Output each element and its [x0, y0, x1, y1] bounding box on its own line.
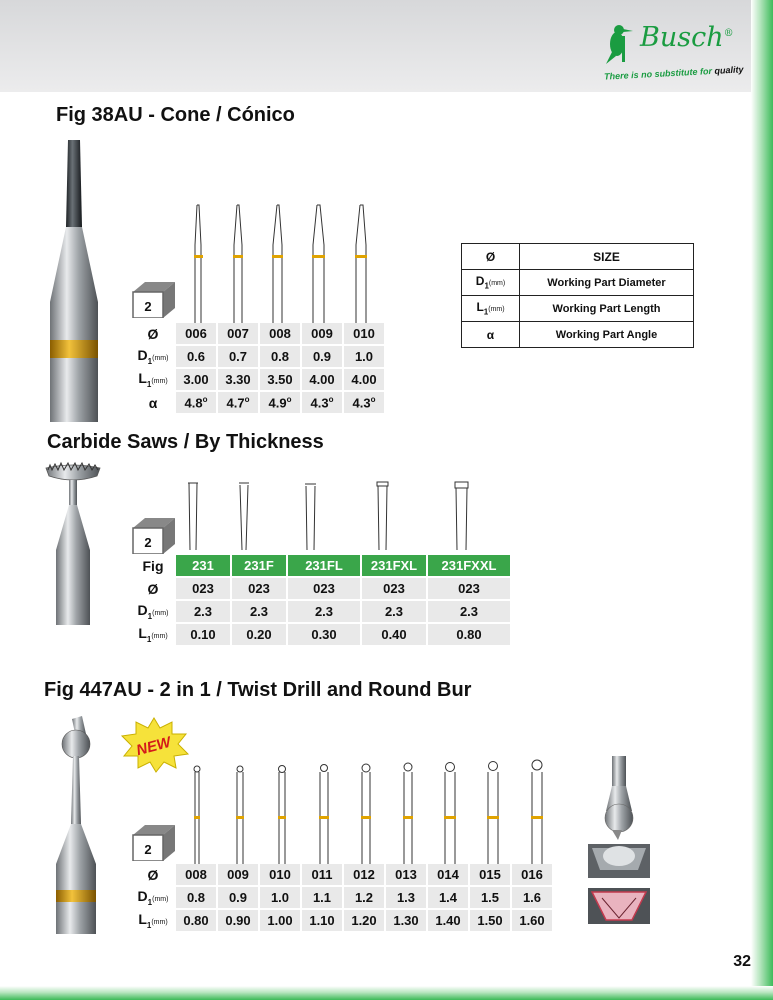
row-label-size: Ø — [132, 578, 174, 599]
row-label-l1: $L_1(mm)$ — [132, 624, 174, 645]
size-cell: 008 — [176, 864, 216, 885]
d1-cell: 1.3 — [386, 887, 426, 908]
cone-size-profiles — [180, 200, 390, 325]
d1-cell: 1.1 — [302, 887, 342, 908]
d1-cell: 1.5 — [470, 887, 510, 908]
legend-key: α — [462, 322, 520, 348]
legend-key: Ø — [462, 244, 520, 270]
l1-cell: 0.80 — [176, 910, 216, 931]
saw-bur-image — [42, 460, 104, 625]
d1-cell: 2.3 — [428, 601, 510, 622]
package-quantity-icon — [131, 823, 177, 861]
l1-cell: 0.30 — [288, 624, 360, 645]
d1-cell: 0.7 — [218, 346, 258, 367]
size-cell: 010 — [344, 323, 384, 344]
table-row — [132, 887, 552, 908]
size-cell: 023 — [428, 578, 510, 599]
legend-row — [462, 244, 694, 270]
table-row — [132, 346, 384, 367]
l1-cell: 4.00 — [344, 369, 384, 390]
l1-cell: 0.10 — [176, 624, 230, 645]
legend-row — [462, 270, 694, 296]
d1-cell: 1.0 — [344, 346, 384, 367]
l1-cell: 3.30 — [218, 369, 258, 390]
legend-value: SIZE — [520, 244, 694, 270]
l1-cell: 1.10 — [302, 910, 342, 931]
twist-drill-spec-table — [130, 862, 554, 933]
d1-cell: 2.3 — [232, 601, 286, 622]
brand-slogan: There is no substitute for quality — [603, 64, 744, 82]
table-row — [132, 624, 510, 645]
table-row — [132, 555, 510, 576]
legend-value: Working Part Angle — [520, 322, 694, 348]
row-label-size: Ø — [132, 864, 174, 885]
d1-cell: 2.3 — [288, 601, 360, 622]
l1-cell: 0.80 — [428, 624, 510, 645]
table-row — [132, 578, 510, 599]
d1-cell: 0.6 — [176, 346, 216, 367]
angle-cell: 4.3$^o$ — [344, 392, 384, 413]
fig-header-cell: 231FXXL — [428, 555, 510, 576]
section-title-cone: Fig 38AU - Cone / Cónico — [56, 104, 295, 126]
size-cell: 012 — [344, 864, 384, 885]
l1-cell: 0.90 — [218, 910, 258, 931]
legend-value: Working Part Length — [520, 296, 694, 322]
brand-name: Busch® — [640, 22, 734, 53]
l1-cell: 0.20 — [232, 624, 286, 645]
size-cell: 007 — [218, 323, 258, 344]
size-cell: 016 — [512, 864, 552, 885]
l1-cell: 1.40 — [428, 910, 468, 931]
size-cell: 023 — [288, 578, 360, 599]
woodpecker-icon — [602, 22, 636, 66]
angle-cell: 4.9$^o$ — [260, 392, 300, 413]
size-cell: 014 — [428, 864, 468, 885]
size-cell: 009 — [302, 323, 342, 344]
size-cell: 023 — [362, 578, 426, 599]
size-cell: 023 — [232, 578, 286, 599]
right-edge-band — [751, 0, 773, 1000]
size-cell: 009 — [218, 864, 258, 885]
table-row — [132, 601, 510, 622]
size-cell: 006 — [176, 323, 216, 344]
row-label-d1: $D_1(mm)$ — [132, 601, 174, 622]
package-count: 2 — [144, 299, 152, 314]
l1-cell: 3.50 — [260, 369, 300, 390]
legend-key: $L_1(mm)$ — [462, 296, 520, 322]
package-count: 2 — [144, 535, 152, 550]
l1-cell: 4.00 — [302, 369, 342, 390]
legend-value: Working Part Diameter — [520, 270, 694, 296]
l1-cell: 1.30 — [386, 910, 426, 931]
d1-cell: 1.2 — [344, 887, 384, 908]
fig-header-cell: 231F — [232, 555, 286, 576]
package-count: 2 — [144, 842, 152, 857]
angle-cell: 4.3$^o$ — [302, 392, 342, 413]
row-label-l1: $L_1(mm)$ — [132, 910, 174, 931]
section-title-twist-drill: Fig 447AU - 2 in 1 / Twist Drill and Round Bur — [44, 679, 472, 701]
row-label-fig: Fig — [132, 555, 174, 576]
size-cell: 008 — [260, 323, 300, 344]
package-quantity-icon — [131, 516, 177, 554]
legend-key: $D_1(mm)$ — [462, 270, 520, 296]
d1-cell: 0.8 — [176, 887, 216, 908]
d1-cell: 1.4 — [428, 887, 468, 908]
l1-cell: 0.40 — [362, 624, 426, 645]
angle-cell: 4.8$^o$ — [176, 392, 216, 413]
page-number: 32 — [733, 953, 751, 970]
twist-drill-size-profiles — [180, 758, 560, 866]
l1-cell: 1.60 — [512, 910, 552, 931]
d1-cell: 0.9 — [218, 887, 258, 908]
saw-spec-table — [130, 553, 512, 647]
l1-cell: 1.20 — [344, 910, 384, 931]
fig-header-cell: 231FXL — [362, 555, 426, 576]
legend-row — [462, 322, 694, 348]
d1-cell: 1.6 — [512, 887, 552, 908]
size-cell: 015 — [470, 864, 510, 885]
row-label-d1: $D_1(mm)$ — [132, 346, 174, 367]
table-row — [132, 323, 384, 344]
size-cell: 013 — [386, 864, 426, 885]
l1-cell: 1.50 — [470, 910, 510, 931]
drill-detail-image — [588, 756, 650, 926]
d1-cell: 2.3 — [176, 601, 230, 622]
row-label-l1: $L_1(mm)$ — [132, 369, 174, 390]
row-label-d1: $D_1(mm)$ — [132, 887, 174, 908]
fig-header-cell: 231 — [176, 555, 230, 576]
cone-spec-table — [130, 321, 386, 415]
d1-cell: 2.3 — [362, 601, 426, 622]
table-row — [132, 392, 384, 413]
size-cell: 023 — [176, 578, 230, 599]
table-row — [132, 910, 552, 931]
d1-cell: 1.0 — [260, 887, 300, 908]
row-label-angle: α — [132, 392, 174, 413]
d1-cell: 0.8 — [260, 346, 300, 367]
table-row — [132, 369, 384, 390]
new-badge-label: NEW — [134, 733, 173, 760]
busch-logo — [600, 18, 745, 88]
l1-cell: 3.00 — [176, 369, 216, 390]
table-row — [132, 864, 552, 885]
size-cell: 010 — [260, 864, 300, 885]
legend-table — [461, 243, 694, 348]
fig-header-cell: 231FL — [288, 555, 360, 576]
package-quantity-icon — [131, 280, 177, 318]
l1-cell: 1.00 — [260, 910, 300, 931]
d1-cell: 0.9 — [302, 346, 342, 367]
section-title-saws: Carbide Saws / By Thickness — [47, 431, 324, 453]
size-cell: 011 — [302, 864, 342, 885]
bottom-edge-band — [0, 986, 773, 1000]
twist-drill-bur-image — [50, 714, 110, 934]
cone-bur-image — [44, 132, 104, 422]
saw-size-profiles — [172, 478, 512, 550]
legend-row — [462, 296, 694, 322]
angle-cell: 4.7$^o$ — [218, 392, 258, 413]
row-label-size: Ø — [132, 323, 174, 344]
